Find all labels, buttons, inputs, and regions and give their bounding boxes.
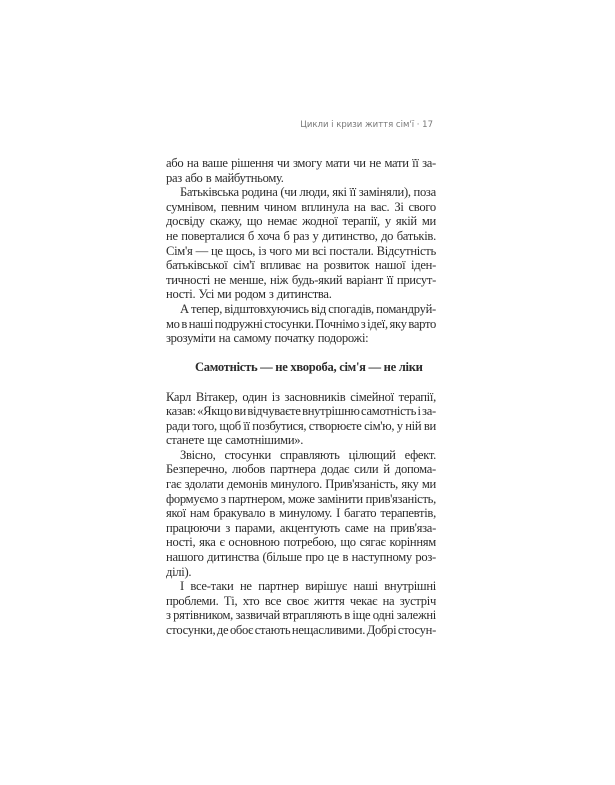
word: немає (267, 214, 298, 229)
word: Добрі (366, 623, 397, 637)
word: працюючи (166, 520, 221, 535)
word: формуємо (166, 491, 219, 506)
word: і (417, 404, 421, 419)
text-line (166, 331, 436, 346)
word: Вітакер, (195, 389, 238, 404)
word: ідеї, (367, 316, 388, 331)
word: й (383, 462, 390, 477)
word: Прив'язаність, (325, 477, 399, 492)
text-line (166, 302, 436, 317)
word: чи (353, 156, 366, 170)
word: з (220, 491, 226, 506)
word: досвіду (166, 214, 205, 229)
word: її (412, 156, 419, 170)
word: раз (166, 170, 182, 185)
word: постали. (329, 243, 374, 258)
word: справляють (279, 447, 340, 462)
word: бракувало (213, 506, 266, 521)
text-line (166, 492, 436, 507)
word: ви (423, 418, 436, 433)
word: поверталися (181, 228, 245, 243)
word: ності, (166, 535, 196, 550)
word: нашого (166, 550, 204, 565)
text-line (166, 214, 436, 229)
body-text (166, 156, 436, 638)
text-line (166, 258, 436, 273)
word: ефект. (404, 447, 436, 462)
word: родом (234, 287, 266, 302)
word: позбутися, (252, 418, 307, 433)
text-line (166, 156, 436, 171)
word: дитинство, (322, 228, 378, 243)
word: вирішує (305, 579, 347, 594)
word: на (382, 593, 395, 608)
word: про (305, 550, 324, 565)
word: не (369, 156, 381, 170)
word: ніж (270, 272, 289, 287)
text-line (166, 404, 436, 419)
word: всі (312, 243, 327, 258)
word: це (327, 550, 339, 565)
word: впливає (260, 258, 301, 273)
word: мо (166, 316, 180, 331)
text-line (166, 317, 436, 332)
word: якої (166, 506, 186, 521)
word: стосунки (224, 447, 271, 462)
word: певним (221, 199, 259, 214)
word: ділі). (166, 564, 192, 579)
text-line (166, 171, 436, 186)
word: варіант (346, 272, 383, 287)
word: наступному (351, 550, 412, 565)
word: б (283, 228, 290, 243)
word: сім'ю, (364, 418, 395, 433)
word: життя (313, 593, 345, 608)
word: замінити (317, 491, 363, 506)
word: рішення (231, 156, 274, 170)
word: з (166, 608, 171, 623)
text-line (166, 506, 436, 521)
word: демонів (226, 477, 268, 492)
word: партнер (258, 579, 299, 594)
word: майбутньому. (214, 170, 284, 185)
word: сім'ї (233, 258, 255, 273)
word: наші (188, 316, 214, 331)
running-header: Цикли і кризи життя сім'ї · 17 (300, 120, 433, 130)
word: нещасливими. (291, 623, 366, 637)
word: втрапляють (282, 608, 342, 623)
word: своє (286, 593, 309, 608)
paragraphs-after-heading (166, 390, 436, 638)
word: може (287, 491, 315, 506)
word: роз- (415, 550, 436, 565)
word: Зі (394, 199, 404, 214)
word: з (360, 316, 366, 331)
word: терапії, (398, 389, 436, 404)
word: — (195, 243, 208, 258)
word: що (340, 535, 356, 550)
word: (більше (262, 550, 302, 565)
word: в (344, 608, 350, 623)
word: в (205, 170, 212, 185)
text-line (166, 623, 436, 638)
word: щоб (219, 418, 241, 433)
word: стосунки, (166, 623, 216, 637)
word: сягає (359, 535, 386, 550)
word: Відсутність (376, 243, 436, 258)
word: нам (189, 506, 210, 521)
text-line (166, 608, 436, 623)
word: заміняли), (358, 185, 411, 200)
word: залежні (396, 608, 436, 623)
word: не (213, 272, 226, 287)
word: мати (325, 156, 350, 170)
word: початку (274, 331, 315, 346)
text-line (166, 477, 436, 492)
word: сімейної (350, 389, 394, 404)
word: або (185, 170, 203, 185)
word: дитинства. (276, 287, 332, 302)
word: наші (353, 579, 378, 594)
word: із (271, 389, 280, 404)
word: мати (384, 156, 409, 170)
word: які (332, 185, 347, 200)
text-line (166, 419, 436, 434)
word: якій (395, 214, 417, 229)
paragraphs-before-heading (166, 156, 436, 346)
word: де (216, 623, 229, 637)
word: за- (422, 156, 436, 170)
word: в (342, 550, 349, 565)
text-line (166, 521, 436, 536)
word: є (219, 535, 225, 550)
word: або (166, 156, 184, 170)
word: чи (276, 156, 290, 170)
word: багато (344, 506, 377, 521)
word: хто (242, 593, 260, 608)
word: того, (192, 418, 217, 433)
word: яка (199, 535, 216, 550)
word: жодної (302, 214, 338, 229)
word: що (246, 214, 263, 229)
word: ній (405, 418, 422, 433)
word: розвиток (323, 258, 370, 273)
word: тепер, (191, 301, 223, 316)
word: ності. (166, 287, 196, 302)
word: вас. (370, 199, 390, 214)
text-line (166, 565, 436, 580)
word: минулого. (270, 477, 322, 492)
word: одні (372, 608, 395, 623)
word: додає (320, 462, 350, 477)
word: на (218, 331, 231, 346)
word: у (384, 214, 391, 229)
word: вплинула (301, 199, 349, 214)
word: чином (263, 199, 297, 214)
word: ще (207, 433, 223, 448)
word: її (349, 185, 356, 200)
text-line (166, 185, 436, 200)
word: її (386, 272, 394, 287)
word: «Якщо (197, 404, 233, 419)
word: свого (408, 199, 436, 214)
section-heading: Самотність — не хвороба, сім'я — не ліки (195, 360, 423, 375)
word: створюєте (308, 418, 362, 433)
word: скажу, (209, 214, 242, 229)
text-line (166, 550, 436, 565)
word: варто (408, 316, 436, 331)
word: на (186, 156, 199, 170)
word: яку (401, 477, 419, 492)
word: стосун- (397, 623, 436, 637)
text-line (166, 244, 436, 259)
word: раз (293, 228, 310, 243)
word: внутрішню (302, 404, 360, 419)
word: батьків. (396, 228, 436, 243)
word: Карл (166, 389, 192, 404)
word: минулому. (279, 506, 333, 521)
word: станете (166, 433, 205, 448)
word: до (381, 228, 394, 243)
text-line (166, 390, 436, 405)
word: стають (254, 623, 291, 637)
word: відчуваєте (247, 404, 301, 419)
word: ради (166, 418, 190, 433)
word: Звісно, (180, 447, 216, 462)
text-line (166, 594, 436, 609)
word: зазвичай (235, 608, 280, 623)
word: ми (217, 287, 232, 302)
text-line (166, 579, 436, 594)
word: із (258, 243, 267, 258)
text-line (166, 229, 436, 244)
word: на (306, 258, 318, 273)
word: все-таки (190, 579, 234, 594)
word: внутрішні (384, 579, 436, 594)
word: засновників (284, 389, 346, 404)
word: в (181, 316, 188, 331)
word: ви (233, 404, 246, 419)
word: ми (421, 477, 436, 492)
word: І (336, 506, 340, 521)
word: потребою, (283, 535, 337, 550)
word: менше, (229, 272, 267, 287)
text-line (166, 448, 436, 463)
word: не (166, 228, 178, 243)
word: терапевтів, (380, 506, 436, 521)
word: на (353, 199, 366, 214)
word: партнером, (228, 491, 286, 506)
text-line (166, 273, 436, 288)
word: А (180, 301, 189, 316)
word: цілющий (348, 447, 396, 462)
word: нашої (375, 258, 406, 273)
word: поза (413, 185, 436, 200)
word: Сім'я (166, 243, 193, 258)
word: ваше (202, 156, 228, 170)
word: тичності (166, 272, 211, 287)
word: здолати (184, 477, 224, 492)
word: парами, (234, 520, 275, 535)
word: іден- (411, 258, 436, 273)
word: спогадів, (328, 301, 374, 316)
word: Усі (198, 287, 215, 302)
word: прив'язаність, (365, 491, 436, 506)
text-line (166, 287, 436, 302)
word: сили (354, 462, 379, 477)
word: самому (233, 331, 272, 346)
word: зрозуміти (166, 331, 216, 346)
word: з (225, 520, 231, 535)
word: любов (232, 462, 265, 477)
word: б (247, 228, 254, 243)
word: чекає (349, 593, 378, 608)
text-line (166, 200, 436, 215)
word: з (268, 287, 274, 302)
text-line (166, 535, 436, 550)
word: не (239, 579, 252, 594)
word: один (242, 389, 267, 404)
word: це (210, 243, 223, 258)
word: помандруй- (376, 301, 436, 316)
word: за- (422, 404, 436, 419)
word: партнера (270, 462, 316, 477)
word: подорожі: (317, 331, 369, 346)
word: стосунки. (264, 316, 314, 331)
word: (чи (280, 185, 297, 200)
word: І (180, 579, 184, 594)
word: на (373, 520, 386, 535)
word: зустріч (399, 593, 436, 608)
word: щось, (225, 243, 256, 258)
word: іще (352, 608, 371, 623)
word: Безперечно, (166, 462, 228, 477)
word: прив'яза- (390, 520, 436, 535)
word: самотність (361, 404, 417, 419)
word: казав: (166, 404, 196, 419)
word: відштовхуючись (224, 301, 309, 316)
word: Батьківська (180, 185, 239, 200)
word: дитинства (207, 550, 260, 565)
word: акцентують (279, 520, 340, 535)
word: хоча (257, 228, 280, 243)
word: яку (389, 316, 407, 331)
word: Ті, (223, 593, 238, 608)
word: родина (241, 185, 278, 200)
word: обоє (229, 623, 254, 637)
word: подружні (214, 316, 263, 331)
word: гає (166, 477, 182, 492)
word: у (396, 418, 403, 433)
word: проблеми. (166, 593, 219, 608)
word: її (243, 418, 250, 433)
text-line (166, 433, 436, 448)
word: будь-який (291, 272, 343, 287)
word: корінням (389, 535, 436, 550)
word: ми (421, 214, 436, 229)
word: люди, (299, 185, 330, 200)
word: у (312, 228, 319, 243)
text-line (166, 462, 436, 477)
word: чого (269, 243, 292, 258)
word: допома- (394, 462, 436, 477)
word: Почнімо (315, 316, 360, 331)
word: все (264, 593, 282, 608)
word: змогу (292, 156, 322, 170)
word: рятівником, (173, 608, 234, 623)
word: сумнівом, (166, 199, 217, 214)
word: батьківської (166, 258, 228, 273)
word: саме (344, 520, 369, 535)
word: основною (228, 535, 280, 550)
word: ми (294, 243, 310, 258)
word: від (311, 301, 326, 316)
word: самотнішими». (225, 433, 304, 448)
word: в (269, 506, 275, 521)
word: терапії, (342, 214, 380, 229)
word: присут- (396, 272, 436, 287)
